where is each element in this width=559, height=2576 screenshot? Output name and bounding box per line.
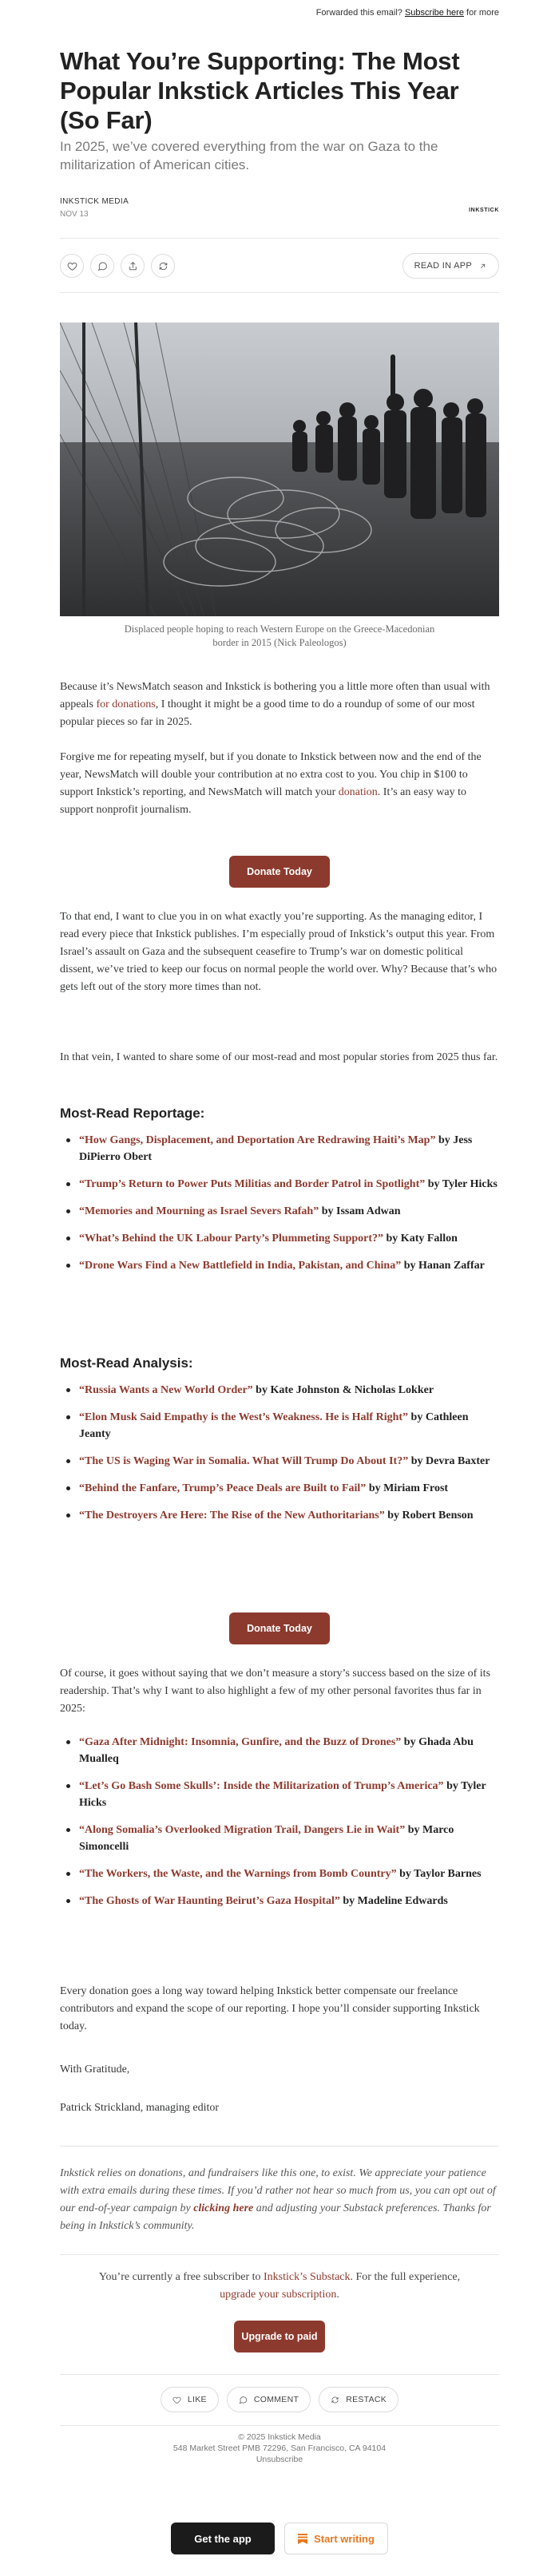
signoff: With Gratitude,: [60, 2064, 130, 2075]
article-link[interactable]: “Behind the Fanfare, Trump’s Peace Deals are Built to Fail”: [79, 1482, 367, 1494]
read-in-app-button[interactable]: [402, 253, 499, 279]
list-item: [79, 1480, 499, 1497]
article-link[interactable]: “How Gangs, Displacement, and Deportation Are Redrawing Haiti’s Map”: [79, 1134, 436, 1146]
subscription-text-c: .: [336, 2289, 339, 2301]
closing-p1-wrap: [60, 1983, 499, 2036]
get-app-label: Get the app: [194, 2532, 252, 2545]
post-title[interactable]: What You’re Supporting: The Most Popular Inkstick Articles This Year (So Far): [60, 47, 460, 134]
intro-p2-text-b: . It’s an easy way to support nonprofit journalism.: [60, 786, 466, 816]
footer-note-text-b: and adjusting your Substack preferences. Thanks for being in Inkstick’s community.: [60, 2202, 491, 2232]
list-item: [79, 1778, 499, 1811]
heart-icon: [172, 2396, 181, 2404]
list-item: [79, 1507, 499, 1524]
article-link[interactable]: “Gaza After Midnight: Insomnia, Gunfire, and the Buzz of Drones”: [79, 1736, 402, 1748]
article-byline: by Tyler Hicks: [425, 1178, 498, 1190]
comment-button[interactable]: [227, 2387, 311, 2412]
donate-wrap-2: [60, 1612, 499, 1644]
list-item: [79, 1866, 499, 1882]
comment-label: COMMENT: [253, 2395, 299, 2404]
read-in-app-label: READ IN APP: [414, 261, 472, 271]
intro-p1-text-a: Because it’s NewsMatch season and Inkstick is bothering you a little more often than usual with appeals: [60, 681, 490, 710]
reportage-heading: Most-Read Reportage:: [60, 1106, 205, 1121]
unsubscribe-link[interactable]: Unsubscribe: [256, 2455, 303, 2464]
article-byline: by Ghada Abu Mualleq: [79, 1736, 474, 1765]
byline-row: [60, 197, 499, 221]
forward-notice: [316, 8, 499, 18]
donations-link[interactable]: for donations: [96, 698, 156, 710]
legal-block: [60, 2432, 499, 2465]
article-byline: by Katy Fallon: [383, 1233, 458, 1244]
restack-icon[interactable]: [151, 254, 175, 278]
analysis-section: [60, 1355, 499, 1534]
article-byline: by Robert Benson: [384, 1510, 474, 1521]
article-byline: by Devra Baxter: [408, 1455, 490, 1467]
article-byline: by Hanan Zaffar: [401, 1260, 485, 1272]
divider-top: [60, 238, 499, 239]
intro-paragraph-1: [60, 679, 499, 731]
subscription-text: [92, 2269, 467, 2304]
reportage-list: [60, 1132, 499, 1274]
favorites-list: [60, 1734, 499, 1909]
donation-link[interactable]: donation: [338, 786, 378, 798]
substack-link[interactable]: Inkstick’s Substack: [264, 2271, 351, 2283]
list-item: [79, 1132, 499, 1165]
article-byline: by Issam Adwan: [319, 1205, 401, 1217]
analysis-list: [60, 1382, 499, 1524]
get-the-app-button[interactable]: [171, 2523, 275, 2554]
restack-button[interactable]: [319, 2387, 398, 2412]
favorites-intro: Of course, it goes without saying that we don’t measure a story’s success based on the size of its readership. That’s why I want to also highlight a few of my other personal favorites thus far in 2025:: [60, 1668, 491, 1715]
comment-icon: [239, 2396, 248, 2404]
list-item: [79, 1257, 499, 1274]
intro-p1-wrap: [60, 679, 499, 731]
favorites-intro-wrap: [60, 1665, 499, 1718]
post-header: [60, 46, 499, 135]
like-button[interactable]: [161, 2387, 219, 2412]
signature: Patrick Strickland, managing editor: [60, 2102, 220, 2114]
intro-p2-wrap: [60, 749, 499, 819]
subscribe-link[interactable]: Subscribe here: [404, 8, 464, 18]
hero-image[interactable]: [60, 322, 499, 616]
article-byline: by Taylor Barnes: [396, 1868, 482, 1880]
closing-paragraph: Every donation goes a long way toward helping Inkstick better compensate our freelance contributors and expand the scope of our reporting. I hope you’ll consider supporting Inkstick today.: [60, 1985, 480, 2032]
reportage-section: [60, 1106, 499, 1284]
start-writing-label: Start writing: [314, 2532, 375, 2545]
forward-suffix: for more: [466, 8, 499, 18]
article-link[interactable]: “The Workers, the Waste, and the Warnings from Bomb Country”: [79, 1868, 397, 1880]
list-item: [79, 1453, 499, 1470]
upgrade-link[interactable]: upgrade your subscription: [220, 2289, 337, 2301]
divider-social: [60, 2374, 499, 2375]
divider-footer-note: [60, 2146, 499, 2147]
comment-icon[interactable]: [90, 254, 114, 278]
post-date: NOV 13: [60, 210, 89, 219]
subscription-text-a: You’re currently a free subscriber to: [98, 2271, 264, 2283]
list-item: [79, 1176, 499, 1193]
article-byline: by Madeline Edwards: [339, 1895, 448, 1907]
article-link[interactable]: “The US is Waging War in Somalia. What Will Trump Do About It?”: [79, 1455, 409, 1467]
subscription-wrap: [60, 2269, 499, 2304]
donate-today-button[interactable]: Donate Today: [229, 1612, 330, 1644]
analysis-heading: Most-Read Analysis:: [60, 1355, 193, 1371]
article-link[interactable]: “Russia Wants a New World Order”: [79, 1384, 253, 1396]
share-icon[interactable]: [121, 254, 145, 278]
donate-wrap-1: [60, 856, 499, 888]
footer-note-wrap: [60, 2165, 499, 2235]
closing-sign1-wrap: [60, 2061, 499, 2079]
article-byline: by Kate Johnston & Nicholas Lokker: [252, 1384, 434, 1396]
article-link[interactable]: “The Destroyers Are Here: The Rise of the New Authoritarians”: [79, 1510, 385, 1521]
intro-paragraph-2: [60, 749, 499, 819]
publication-name[interactable]: INKSTICK MEDIA: [60, 197, 129, 206]
action-icons: [60, 254, 181, 278]
list-item: [79, 1203, 499, 1220]
article-link[interactable]: “What’s Behind the UK Labour Party’s Plummeting Support?”: [79, 1233, 384, 1244]
social-actions: [60, 2387, 499, 2412]
list-item: [79, 1822, 499, 1855]
restack-label: RESTACK: [346, 2395, 387, 2404]
like-label: LIKE: [187, 2395, 207, 2404]
article-byline: by Jess DiPierro Obert: [79, 1134, 473, 1163]
restack-icon: [331, 2396, 339, 2404]
hero-caption: Displaced people hoping to reach Western Europe on the Greece-Macedonian border in 2015 (Nick Paleologos): [124, 623, 435, 648]
intro-paragraph-4: In that vein, I wanted to share some of our most-read and most popular stories from 2025 thus far.: [60, 1051, 498, 1063]
favorites-section: [60, 1734, 499, 1920]
article-link[interactable]: “Elon Musk Said Empathy is the West’s Weakness. He is Half Right”: [79, 1411, 409, 1423]
subscription-text-b: . For the full experience,: [350, 2271, 461, 2283]
article-link[interactable]: “Along Somalia’s Overlooked Migration Trail, Dangers Lie in Wait”: [79, 1824, 406, 1836]
article-link[interactable]: “Memories and Mourning as Israel Severs Rafah”: [79, 1205, 319, 1217]
footer-note-text-a: Inkstick relies on donations, and fundraisers like this one, to exist. We appreciate your patience with extra emails during these times. If you’d rather not hear so much from us, you can opt out of our end-of-year campaign by: [60, 2167, 496, 2214]
action-bar: [60, 252, 499, 279]
divider-subscription: [60, 2254, 499, 2255]
article-link[interactable]: “Drone Wars Find a New Battlefield in India, Pakistan, and China”: [79, 1260, 402, 1272]
closing-sign2-wrap: [60, 2099, 499, 2117]
list-item: [79, 1230, 499, 1247]
article-byline: by Tyler Hicks: [79, 1780, 486, 1809]
list-item: [79, 1382, 499, 1399]
list-item: [79, 1409, 499, 1442]
intro-paragraph-3: To that end, I want to clue you in on what exactly you’re supporting. As the managing editor, I read every piece that Inkstick publishes. I’m especially proud of Inkstick’s output this year. From Israel’s assault on Gaza and the subsequent ceasefire to Trump’s war on domestic political dissent, we’ve tried to keep our focus on normal people the world over. Why? Because that’s who gets left out of the story more times than not.: [60, 911, 498, 993]
app-buttons: [60, 2523, 499, 2554]
footer-note: [60, 2165, 499, 2235]
upgrade-wrap: [60, 2321, 499, 2352]
upgrade-to-paid-button[interactable]: Upgrade to paid: [234, 2321, 325, 2352]
hero-photo-illustration: [60, 322, 499, 616]
arrow-up-right-icon: [478, 262, 487, 271]
article-byline: by Cathleen Jeanty: [79, 1411, 469, 1440]
intro-p3-wrap: [60, 908, 499, 996]
address: 548 Market Street PMB 72296, San Francisco, CA 94104: [172, 2443, 387, 2453]
heart-icon[interactable]: [60, 254, 84, 278]
donate-today-button[interactable]: Donate Today: [229, 856, 330, 888]
post-subtitle-wrap: [60, 137, 499, 174]
post-subtitle: In 2025, we’ve covered everything from the war on Gaza to the militarization of American cities.: [60, 139, 438, 172]
list-item: [79, 1734, 499, 1767]
article-link[interactable]: “The Ghosts of War Haunting Beirut’s Gaza Hospital”: [79, 1895, 340, 1907]
substack-logo-icon: [298, 2534, 307, 2544]
divider-legal: [60, 2425, 499, 2426]
list-item: [79, 1893, 499, 1909]
opt-out-link[interactable]: clicking here: [193, 2202, 254, 2214]
publication-logo: INKSTICK: [469, 208, 499, 213]
intro-p2-text-a: Forgive me for repeating myself, but if you donate to Inkstick between now and the end of the year, NewsMatch will double your contribution at no extra cost to you. You chip in $100 to support Inkstick’s reporting, and NewsMatch will match your: [60, 751, 482, 798]
intro-p4-wrap: [60, 1049, 499, 1066]
copyright: © 2025 Inkstick Media: [238, 2432, 321, 2442]
start-writing-button[interactable]: [284, 2523, 388, 2554]
article-link[interactable]: “Let’s Go Bash Some Skulls’: Inside the Militarization of Trump’s America”: [79, 1780, 444, 1792]
divider-actions: [60, 292, 499, 293]
article-byline: by Marco Simoncelli: [79, 1824, 454, 1853]
forward-text: Forwarded this email?: [315, 8, 402, 18]
article-link[interactable]: “Trump’s Return to Power Puts Militias and Border Patrol in Spotlight”: [79, 1178, 426, 1190]
article-byline: by Miriam Frost: [366, 1482, 449, 1494]
intro-p1-text-b: , I thought it might be a good time to do a roundup of some of our most popular pieces so far in 2025.: [60, 698, 475, 728]
